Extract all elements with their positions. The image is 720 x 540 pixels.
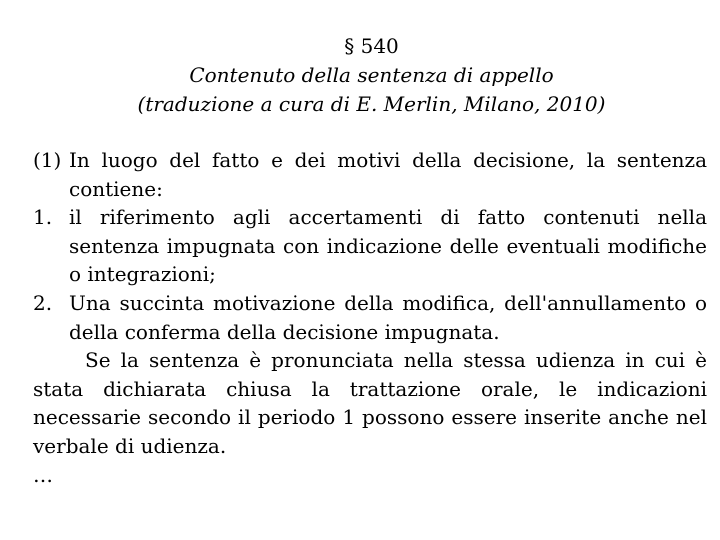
list-item [33, 203, 707, 289]
list-marker: 1. [33, 205, 53, 230]
article-number: § 540 [344, 34, 399, 58]
document-header [0, 32, 720, 119]
list-item-text: In luogo del fatto e dei motivi della decisione, la sentenza contiene: [69, 148, 707, 201]
list-item-text: il riferimento agli accertamenti di fatto contenuti nella sentenza impugnata con indicazione delle eventuali modifiche o integrazioni; [69, 205, 707, 287]
article-title: Contenuto della sentenza di appello [189, 63, 554, 87]
list-item-text: Una succinta motivazione della modifica, dell'annullamento o della conferma della decisione impugnata. [69, 290, 707, 344]
article-body [33, 146, 707, 489]
list-item [33, 146, 707, 203]
ellipsis: … [33, 462, 53, 487]
translation-note: (traduzione a cura di E. Merlin, Milano, 2010) [137, 92, 606, 116]
list-marker: 2. [33, 290, 53, 315]
list-item [33, 289, 707, 346]
list-marker: (1) [33, 148, 62, 172]
body-paragraph: Se la sentenza è pronunciata nella stessa udienza in cui è stata dichiarata chiusa la trattazione orale, le indicazioni necessarie secondo il periodo 1 possono essere inserite anche nel verbale di udienza. [33, 348, 707, 458]
